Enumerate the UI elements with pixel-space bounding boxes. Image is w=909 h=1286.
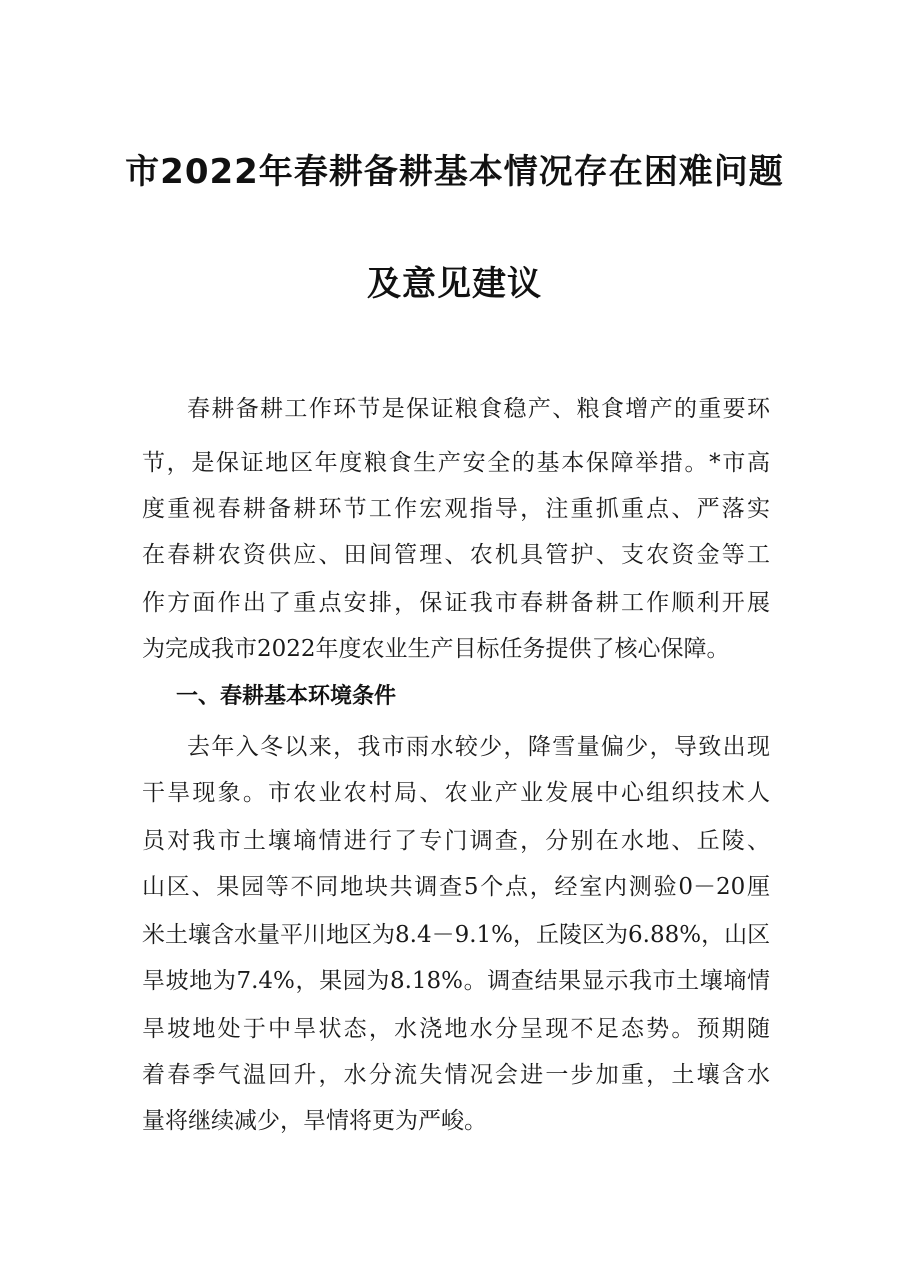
intro-paragraph-line: 节，是保证地区年度粮食生产安全的基本保障举措。*市高 [142, 450, 770, 476]
intro-paragraph-line: 作方面作出了重点安排，保证我市春耕备耕工作顺利开展 [142, 590, 770, 616]
section1-paragraph-line: 旱坡地为7.4%，果园为8.18%。调查结果显示我市土壤墒情 [142, 968, 770, 994]
intro-paragraph-line: 为完成我市2022年度农业生产目标任务提供了核心保障。 [142, 636, 730, 662]
section1-paragraph-line: 旱坡地处于中旱状态，水浇地水分呈现不足态势。预期随 [142, 1016, 770, 1042]
section-heading: 一、春耕基本环境条件 [176, 684, 397, 709]
intro-paragraph-line: 在春耕农资供应、田间管理、农机具管护、支农资金等工 [142, 542, 770, 568]
intro-paragraph-line: 春耕备耕工作环节是保证粮食稳产、粮食增产的重要环 [187, 396, 770, 422]
section1-paragraph-line: 员对我市土壤墒情进行了专门调查，分别在水地、丘陵、 [142, 828, 770, 854]
section1-paragraph-line: 干旱现象。市农业农村局、农业产业发展中心组织技术人 [142, 780, 770, 806]
intro-paragraph-line: 度重视春耕备耕环节工作宏观指导，注重抓重点、严落实 [142, 496, 770, 522]
section1-paragraph-line: 量将继续减少，旱情将更为严峻。 [142, 1108, 487, 1134]
section1-paragraph-line: 山区、果园等不同地块共调查5个点，经室内测验0－20厘 [142, 874, 770, 900]
section1-paragraph-line: 米土壤含水量平川地区为8.4－9.1%，丘陵区为6.88%，山区 [142, 922, 771, 948]
section1-paragraph-line: 着春季气温回升，水分流失情况会进一步加重，土壤含水 [142, 1062, 770, 1088]
document-title-line-1: 市2022年春耕备耕基本情况存在困难问题 [125, 152, 784, 192]
section1-paragraph-line: 去年入冬以来，我市雨水较少，降雪量偏少，导致出现 [187, 734, 770, 760]
document-title-line-2: 及意见建议 [367, 264, 542, 304]
